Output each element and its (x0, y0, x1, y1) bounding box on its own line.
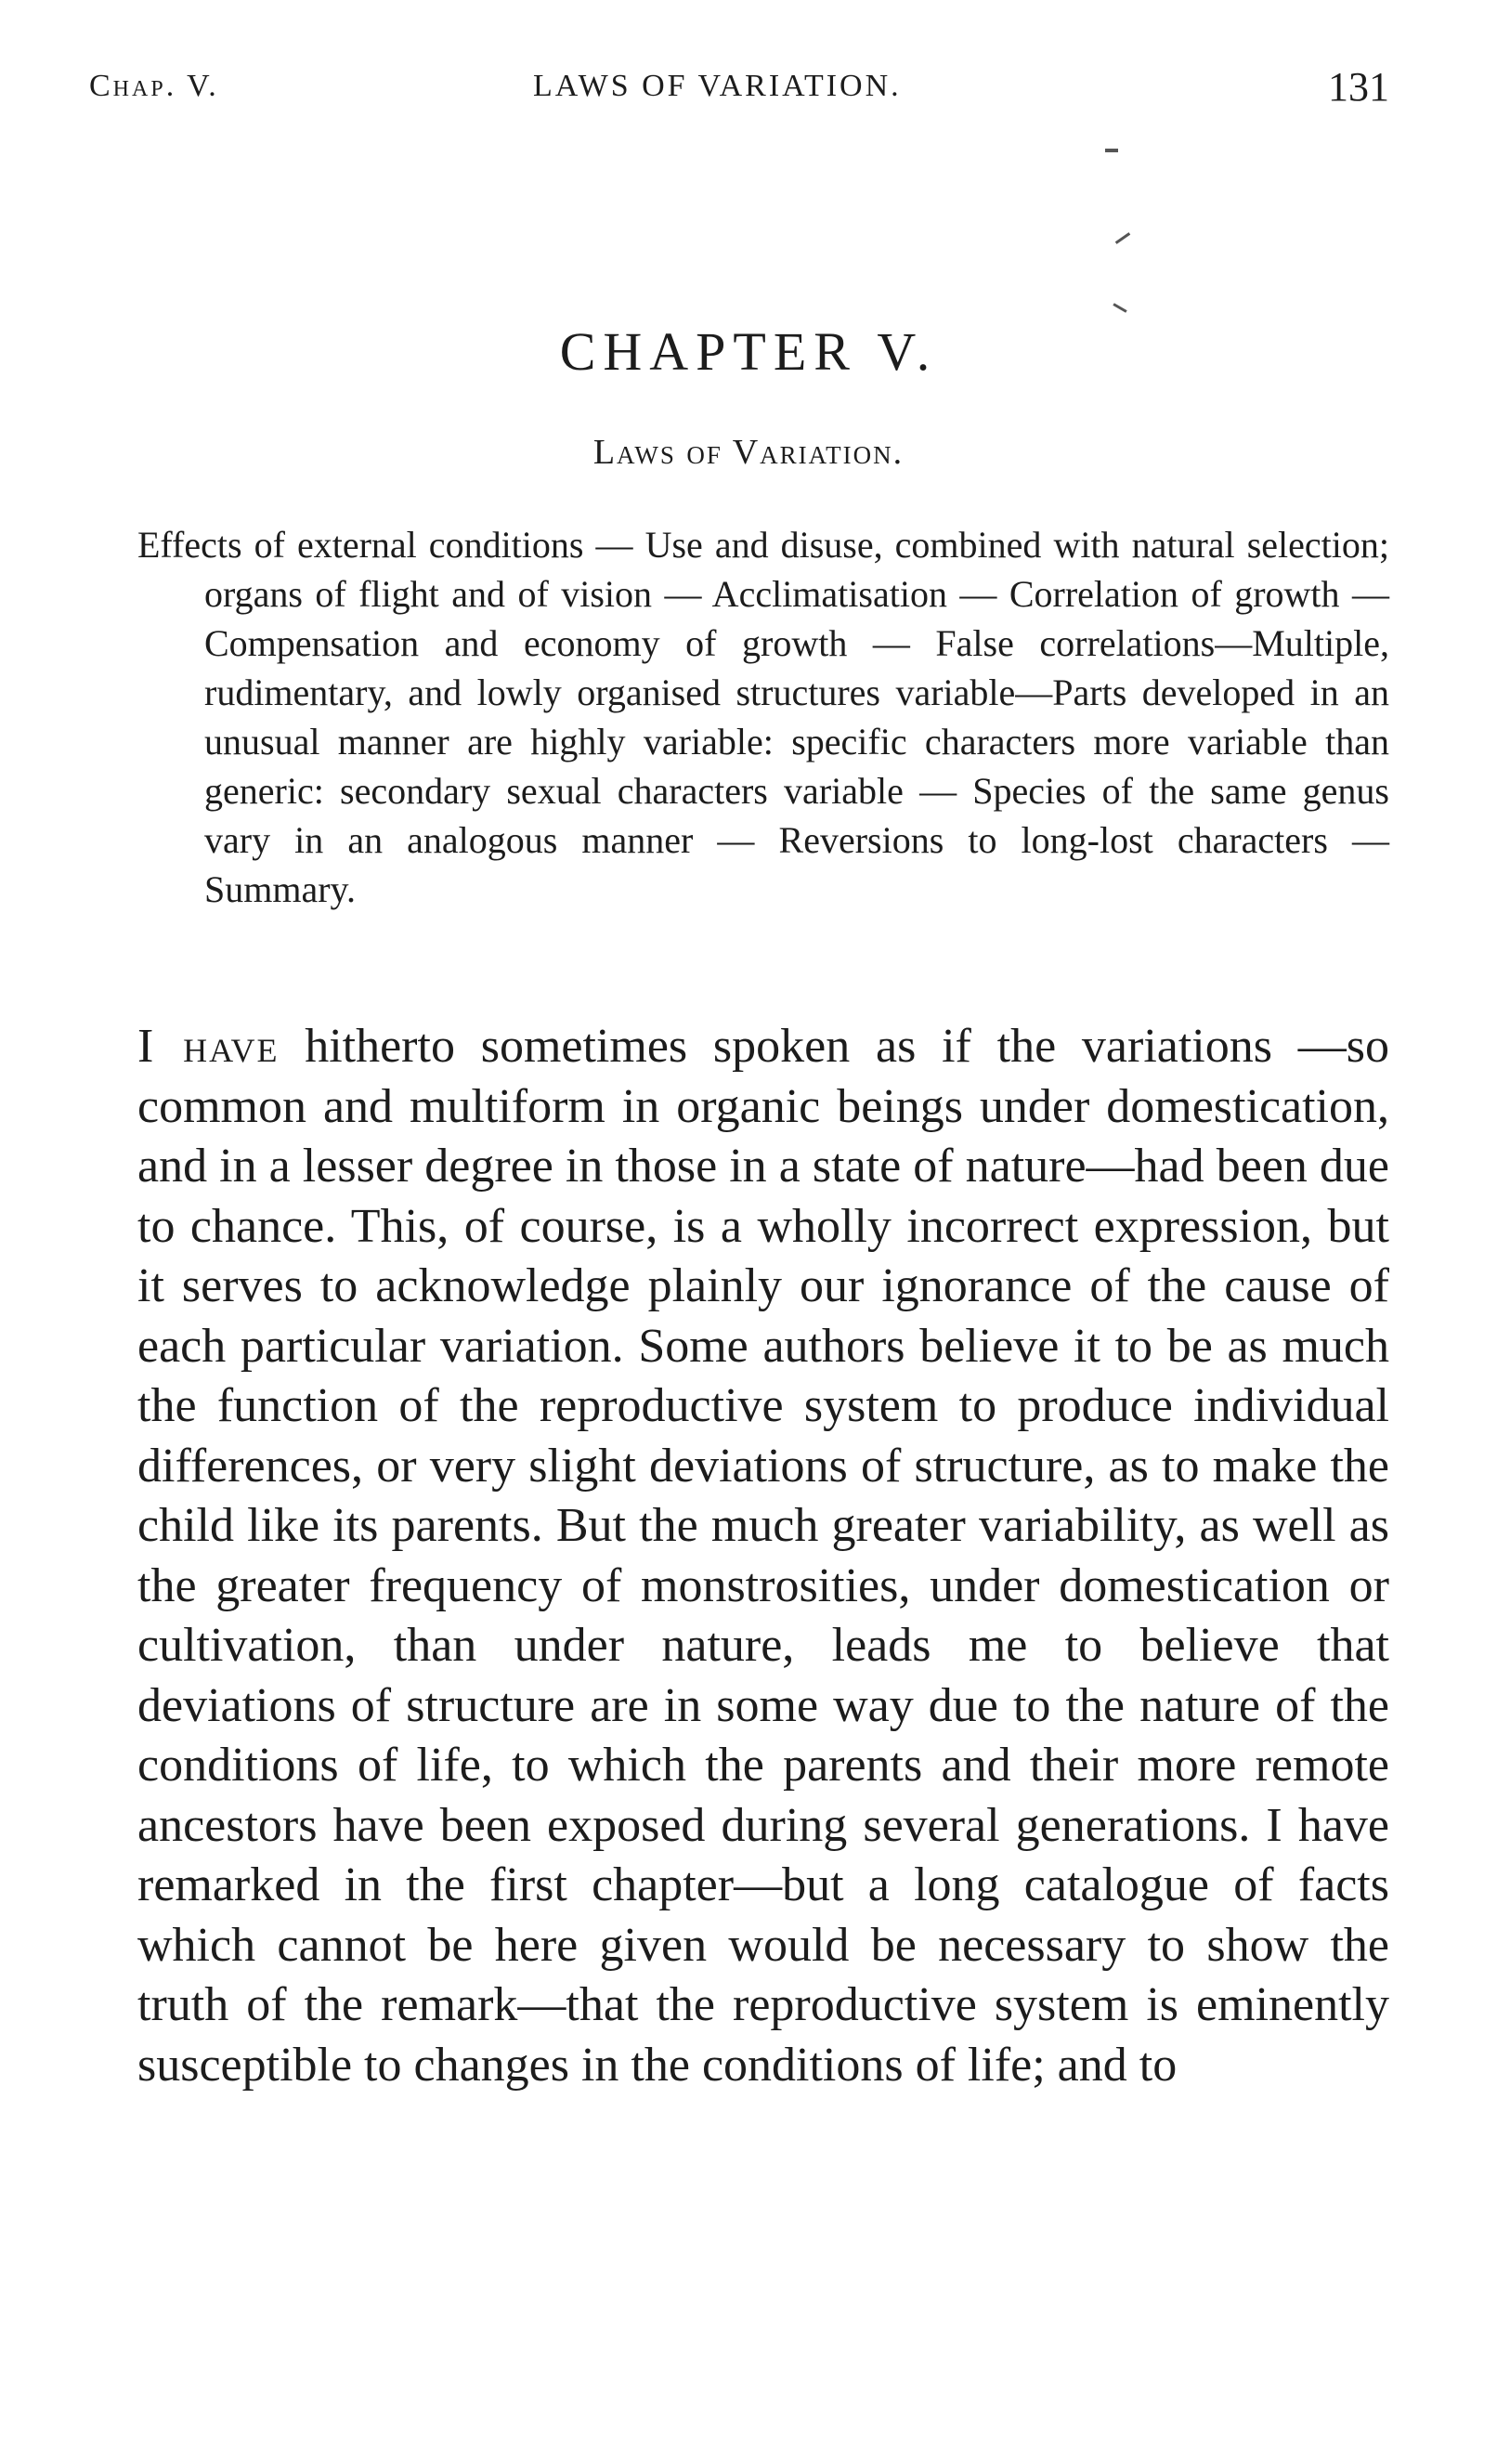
chapter-heading: CHAPTER V. (559, 321, 938, 382)
chapter-summary: Effects of external conditions — Use and disuse, combined with natural selection; organs of flight and of vision — Acclimatisation — Correlation of growth — Compensation and economy of growth — False correlations—Multiple, rudimentary, and lowly organised structures variable—Parts developed in an unusual manner are highly variable: specific characters more variable than generic: secondary sexual characters variable — Species of the same genus vary in an analogous manner — Reversions to long-lost characters — Summary. (137, 524, 1389, 910)
print-speck (1115, 232, 1130, 244)
body-text: hitherto sometimes spoken as if the variations —so common and multiform in organic beings under domestication, and in a lesser degree in those in a state of nature—had been due to chance. This, of course, is a wholly incorrect expression, but it serves to acknowledge plainly our ignorance of the cause of each particular variation. Some authors believe it to be as much the function of the reproductive system to produce individual differences, or very slight deviations of structure, as to make the child like its parents. But the much greater variability, as well as the greater frequency of monstrosities, under domestication or cultivation, than under nature, leads me to believe that deviations of structure are in some way due to the nature of the conditions of life, to which the parents and their more remote ancestors have been exposed during several generations. I have remarked in the first chapter—but a long catalogue of facts which cannot be here given would be necessary to show the truth of the remark—that the reproductive system is eminently susceptible to changes in the conditions of life; and to (137, 1020, 1389, 2092)
print-speck (1105, 149, 1118, 152)
running-head (89, 63, 1389, 119)
chapter-subheading: Laws of Variation. (592, 433, 905, 472)
body-lead-words: I have (137, 1020, 280, 1073)
print-speck (1113, 303, 1126, 313)
running-head-title: LAWS OF VARIATION. (533, 69, 902, 103)
page-number: 131 (1328, 64, 1389, 110)
body-paragraph (137, 1017, 1389, 2095)
running-head-chapter: Chap. V. (89, 69, 219, 103)
